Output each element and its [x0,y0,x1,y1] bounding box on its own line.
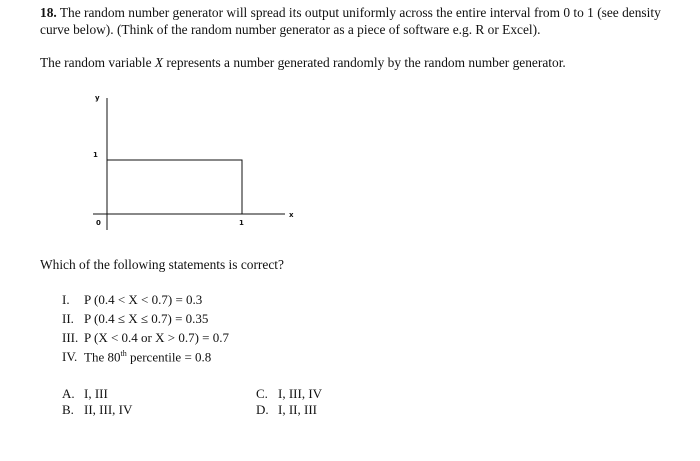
choice-d[interactable] [256,402,317,418]
statement-2 [62,311,208,327]
question-number: 18. [40,5,57,20]
origin-label: 0 [96,219,101,227]
choice-letter: A. [62,386,75,401]
y-axis-label: y [95,94,100,102]
y-tick-label: 1 [93,151,98,159]
statement-numeral: III. [62,330,79,345]
choice-text: I, III [84,386,108,401]
statement-text: P (0.4 < X < 0.7) = 0.3 [84,292,203,307]
choice-letter: C. [256,386,268,401]
statement-text: P (X < 0.4 or X > 0.7) = 0.7 [84,330,230,345]
choice-a[interactable] [62,386,108,402]
choice-text: II, III, IV [84,402,133,417]
choice-text: I, II, III [278,402,317,417]
statement-text-after: percentile = 0.8 [126,349,212,365]
choice-letter: B. [62,402,74,417]
statement-numeral: I. [62,292,70,307]
statement-text: P (0.4 ≤ X ≤ 0.7) = 0.35 [84,311,209,326]
x-axis-label: x [289,211,294,219]
question-body: The random number generator will spread its output uniformly across the entire interval from 0 to 1 (see density curve below). (Think of the random number generator as a piece of software e.g. R or Excel). [40,5,661,37]
density-figure [80,88,300,233]
choice-letter: D. [256,402,269,417]
statement-numeral: IV. [62,349,78,365]
random-variable-text [40,55,566,71]
statement-1 [62,292,202,308]
statement-text-before: The 80 [84,349,121,365]
statement-text-sup: th [120,349,127,358]
choice-c[interactable] [256,386,322,402]
rv-text-after: represents a number generated randomly by the random number generator. [163,55,566,70]
prompt-text: Which of the following statements is correct? [40,257,284,272]
choice-text: I, III, IV [278,386,323,401]
rv-variable: X [154,55,164,70]
rv-text-before: The random variable [40,55,155,70]
choice-b[interactable] [62,402,132,418]
density-curve [107,160,242,214]
question-text [40,4,680,38]
statement-numeral: II. [62,311,74,326]
statement-4 [62,349,211,365]
statement-3 [62,330,229,346]
x-tick-label: 1 [239,219,244,227]
